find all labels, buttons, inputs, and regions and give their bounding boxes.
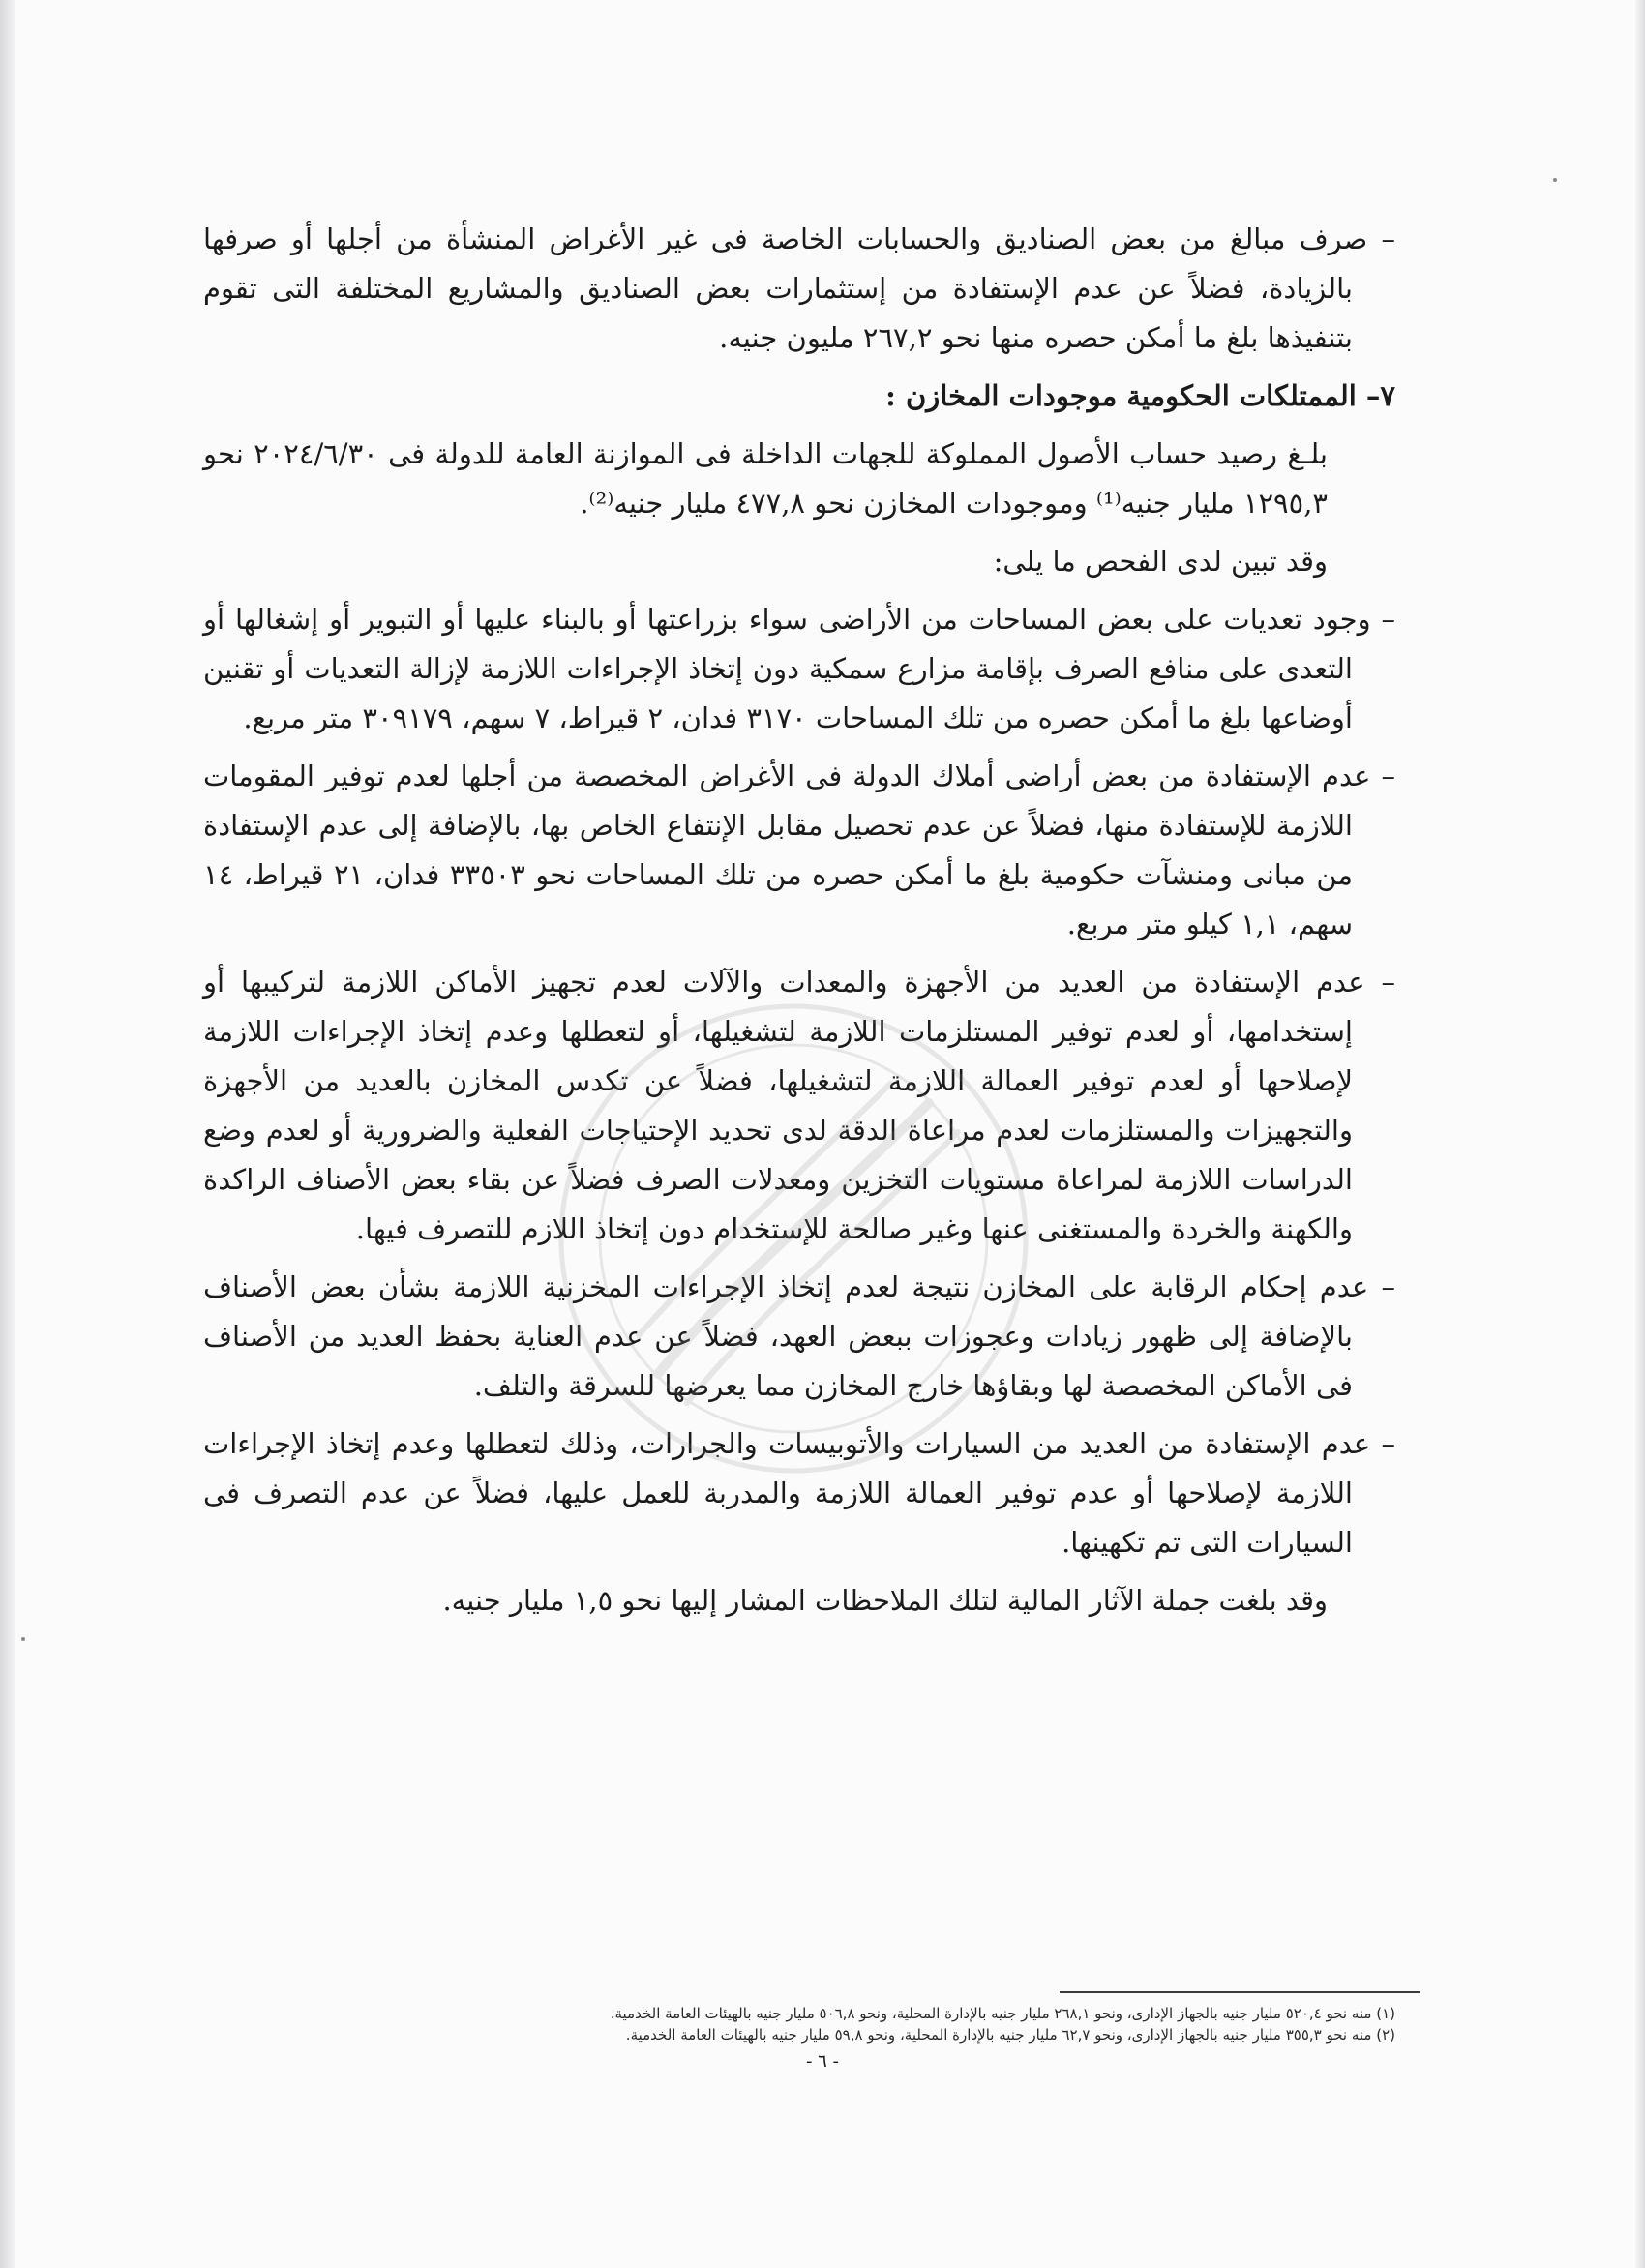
bullet-paragraph: – صرف مبالغ من بعض الصناديق والحسابات الخاصة فى غير الأغراض المنشأة من أجلها أو صرفها بالزيادة، فضلاً عن عدم الإستفادة من إستثمارات بعض الصناديق والمشاريع المختلفة التى تقوم بتنفيذها بلغ ما أمكن حصره منها نحو ٢٦٧,٢ مليون جنيه. [203,223,1395,354]
footnote: (١) منه نحو ٥٢٠,٤ مليار جنيه بالجهاز الإدارى، ونحو ٢٦٨,١ مليار جنيه بالإدارة المحلية، ونحو ٥٠٦,٨ مليار جنيه بالهيئات العامة الخدمية. [610,2005,1395,2022]
bullet-paragraph: – وجود تعديات على بعض المساحات من الأراضى سواء بزراعتها أو بالبناء عليها أو التبوير أو إشغالها أو التعدى على منافع الصرف بإقامة مزارع سمكية دون إتخاذ الإجراءات اللازمة لإزالة التعديات أو تقنين أوضاعها بلغ ما أمكن حصره من تلك المساحات ٣١٧٠ فدان، ٢ قيراط، ٧ سهم، ٣٠٩١٧٩ متر مربع. [203,603,1395,734]
bullet-paragraph: – عدم الإستفادة من بعض أراضى أملاك الدولة فى الأغراض المخصصة من أجلها لعدم توفير المقومات اللازمة للإستفادة منها، فضلاً عن عدم تحصيل مقابل الإنتفاع الخاص بها، بالإضافة إلى عدم الإستفادة من مبانى ومنشآت حكومية بلغ ما أمكن حصره من تلك المساحات نحو ٣٣٥٠٣ فدان، ٢١ قيراط، ١٤ سهم، ١,١ كيلو متر مربع. [203,760,1395,940]
footnote-divider [1060,1991,1420,1993]
scan-speck [21,1637,25,1641]
bullet-paragraph: – عدم الإستفادة من العديد من السيارات والأتوبيسات والجرارات، وذلك لتعطلها وعدم إتخاذ الإجراءات اللازمة لإصلاحها أو عدم توفير العمالة اللازمة والمدربة للعمل عليها، فضلاً عن عدم التصرف فى السيارات التى تم تكهينها. [203,1427,1395,1559]
bullet-paragraph: – عدم إحكام الرقابة على المخازن نتيجة لعدم إتخاذ الإجراءات المخزنية اللازمة بشأن بعض الأصناف بالإضافة إلى ظهور زيادات وعجوزات ببعض العهد، فضلاً عن عدم العناية بحفظ العديد من الأصناف فى الأماكن المخصصة لها وبقاؤها خارج المخازن مما يعرضها للسرقة والتلف. [203,1270,1395,1402]
scan-edge [0,0,15,2268]
paragraph: وقد تبين لدى الفحص ما يلى: [993,545,1328,578]
page-number: - ٦ - [805,2051,840,2072]
footnotes [203,2003,1395,2045]
bullet-paragraph: – عدم الإستفادة من العديد من الأجهزة والمعدات والآلات لعدم تجهيز الأماكن اللازمة لتركيبها أو إستخدامها، أو لعدم توفير المستلزمات اللازمة لتشغيلها، أو لتعطلها وعدم إتخاذ الإجراءات اللازمة لإصلاحها أو لعدم توفير العمالة اللازمة لتشغيلها، فضلاً عن تكدس المخازن بالعديد من الأجهزة والتجهيزات والمستلزمات لعدم مراعاة الدقة لدى تحديد الإحتياجات الفعلية والضرورية أو لعدم وضع الدراسات اللازمة لمراعاة مستويات التخزين ومعدلات الصرف فضلاً عن بقاء بعض الأصناف الراكدة والكهنة والخردة والمستغنى عنها وغير صالحة للإستخدام دون إتخاذ اللازم للتصرف فيها. [203,966,1395,1245]
paragraph: بلـغ رصيد حساب الأصول المملوكة للجهات الداخلة فى الموازنة العامة للدولة فى ٢٠٢٤/٦/٣٠ نحو ١٢٩٥,٣ مليار جنيه⁽¹⁾ وموجودات المخازن نحو ٤٧٧,٨ مليار جنيه⁽²⁾. [203,437,1328,520]
scan-edge [1635,0,1645,2268]
summary-paragraph: وقد بلغت جملة الآثار المالية لتلك الملاحظات المشار إليها نحو ١,٥ مليار جنيه. [442,1584,1328,1617]
stamp-icon [542,987,1045,1490]
scan-speck [1553,178,1557,182]
footnote: (٢) منه نحو ٣٥٥,٣ مليار جنيه بالجهاز الإدارى، ونحو ٦٢,٧ مليار جنيه بالإدارة المحلية، ونحو ٥٩,٨ مليار جنيه بالهيئات العامة الخدمية. [625,2026,1395,2044]
section-heading: ٧– الممتلكات الحكومية موجودات المخازن : [885,379,1395,412]
